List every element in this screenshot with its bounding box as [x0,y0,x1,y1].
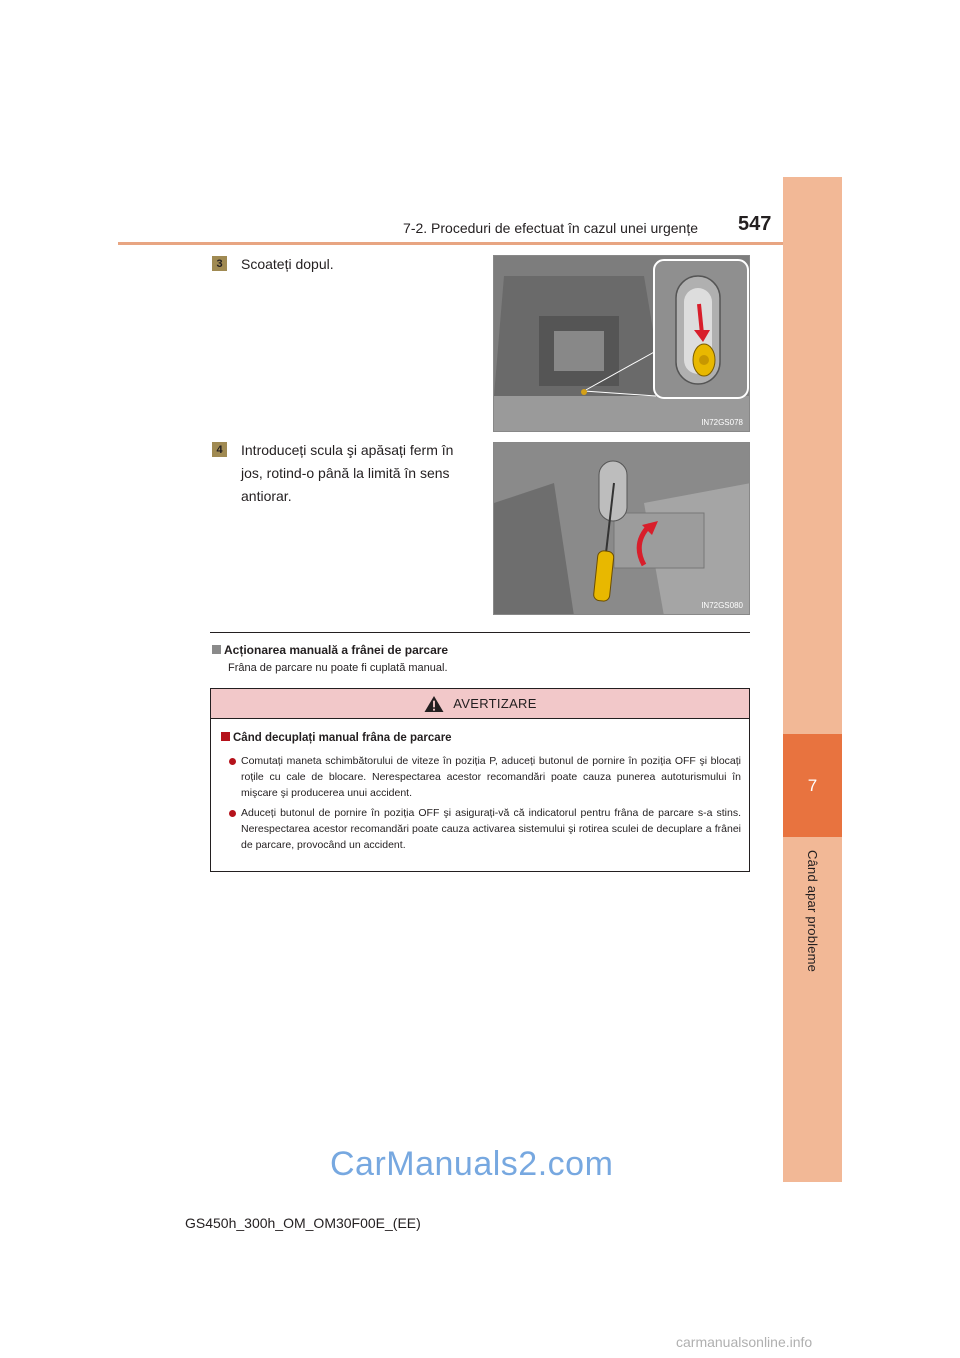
step-text: Scoateți dopul. [241,256,334,272]
step-text: Introduceți scula şi apăsați ferm în jos, rotind-o până la limită în sens antiorar. [241,442,454,504]
step-number-badge: 3 [212,256,227,271]
chapter-tab-title: Când apar probleme [805,850,820,973]
watermark-carmanuals2: CarManuals2.com [330,1145,614,1183]
chapter-number: 7 [807,775,818,795]
footer-document-code: GS450h_300h_OM_OM30F00E_(EE) [185,1215,421,1231]
watermark-carmanualsonline: carmanualsonline.info [676,1334,813,1350]
step-number-badge: 4 [212,442,227,457]
page-header-title: 7-2. Proceduri de efectuat în cazul unei urgențe [403,220,698,236]
section-body: Frâna de parcare nu poate fi cuplată manual. [228,662,448,674]
warning-bullet-square [221,732,230,741]
warning-header [211,689,749,719]
warning-bullet: Comutați maneta schimbătorului de viteze în poziția P, aduceți butonul de pornire în poziția OFF şi blocați roțile cu cale de blocare. Nerespectarea acestor recomandări poate cauza punerea autoturismului în mişcare şi producerea unui accident. [229,753,741,801]
section-heading: Acționarea manuală a frânei de parcare [212,643,448,657]
figure-code: IN72GS080 [701,601,743,610]
page-number: 547 [738,213,772,235]
warning-triangle-icon [423,695,445,713]
chapter-tab-number[interactable] [783,734,842,837]
bullet-dot-icon [229,758,236,765]
bullet-dot-icon [229,810,236,817]
warning-title: AVERTIZARE [453,696,537,711]
chapter-tab-upper [783,177,842,734]
section-rule [210,632,750,633]
warning-bullet: Aduceți butonul de pornire în poziția OFF şi asigurați-vă că indicatorul pentru frâna de parcare s-a stins. Nerespectarea acestor recomandări poate cauza activarea sistemului şi rotirea sculei de decuplare a frânei de parcare, provocând un accident. [229,805,741,853]
warning-box [210,688,750,872]
warning-subheading: Când decuplați manual frâna de parcare [221,732,452,744]
section-bullet-square [212,645,221,654]
figure-code: IN72GS078 [701,418,743,427]
header-rule [118,242,783,245]
figure-remove-plug [493,255,750,432]
figure-insert-tool [493,442,750,615]
